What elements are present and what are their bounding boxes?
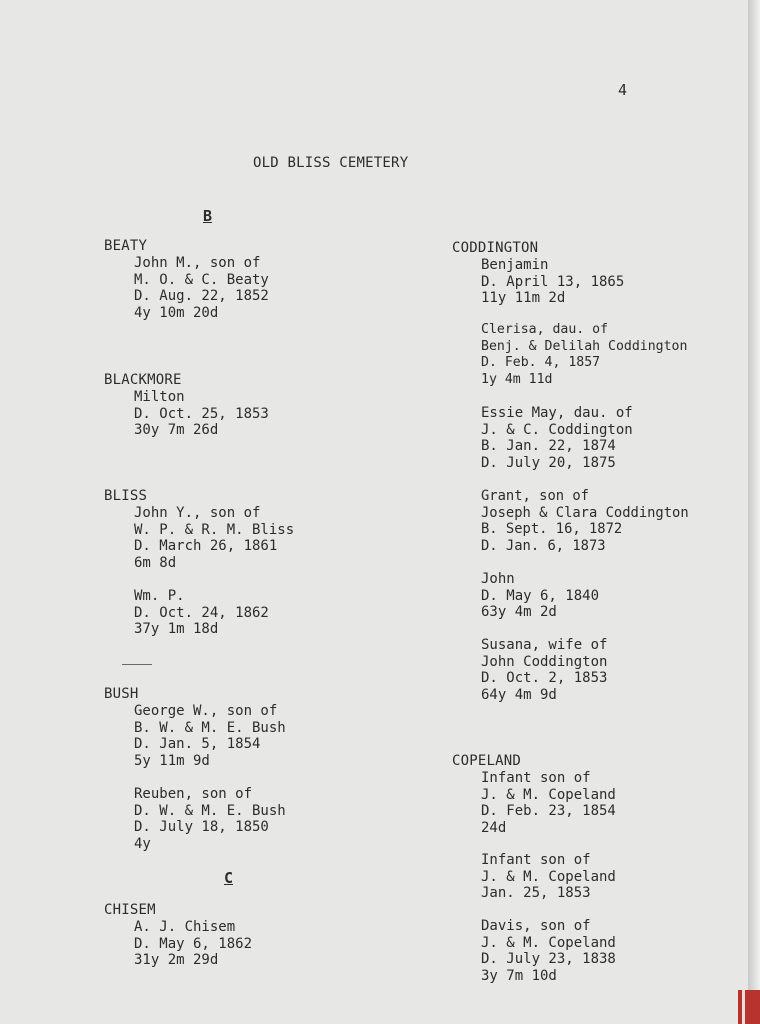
entry-line: D. Oct. 24, 1862	[134, 604, 269, 621]
entry-line: J. & M. Copeland	[481, 786, 616, 803]
entry-line: 64y 4m 9d	[481, 686, 557, 703]
entry-line: J. & C. Coddington	[481, 421, 633, 438]
burial-entry	[134, 786, 286, 852]
burial-entry	[134, 255, 269, 321]
entry-line: Milton	[134, 389, 185, 405]
entry-line: Benjamin	[481, 257, 549, 273]
entry-line: W. P. & R. M. Bliss	[134, 521, 295, 538]
entry-line: A. J. Chisem	[134, 919, 236, 935]
page-number: 4	[618, 81, 628, 99]
entry-line: Susana, wife of	[481, 637, 608, 653]
surname-chisem: CHISEM	[104, 902, 156, 918]
entry-line: Infant son of	[481, 852, 591, 868]
entry-line: D. May 6, 1840	[481, 587, 600, 604]
burial-entry	[481, 322, 687, 388]
entry-line: 3y 7m 10d	[481, 967, 557, 984]
entry-line: D. July 23, 1838	[481, 951, 616, 968]
burial-entry	[481, 257, 624, 307]
entry-line: B. Jan. 22, 1874	[481, 438, 616, 455]
entry-line: Infant son of	[481, 770, 591, 786]
entry-line: Davis, son of	[481, 918, 591, 934]
entry-line: D. July 18, 1850	[134, 819, 269, 836]
burial-entry	[134, 389, 269, 439]
entry-line: John Coddington	[481, 653, 608, 670]
entry-line: 6m 8d	[134, 554, 177, 571]
entry-line: D. Oct. 25, 1853	[134, 405, 269, 422]
section-letter-b: B	[203, 207, 213, 225]
entry-line: 4y 10m 20d	[134, 304, 219, 321]
entry-line: B. W. & M. E. Bush	[134, 719, 286, 736]
red-ribbon-marker	[738, 990, 760, 1024]
entry-line: John Y., son of	[134, 505, 261, 521]
surname-beaty: BEATY	[104, 238, 148, 254]
entry-line: 11y 11m 2d	[481, 290, 566, 307]
entry-line: D. May 6, 1862	[134, 935, 253, 952]
burial-entry	[481, 770, 616, 836]
burial-entry	[134, 588, 269, 638]
entry-line: George W., son of	[134, 703, 278, 719]
burial-entry	[134, 919, 252, 969]
entry-line: 4y	[134, 835, 151, 852]
entry-line: Benj. & Delilah Coddington	[481, 338, 688, 354]
entry-line: Joseph & Clara Coddington	[481, 504, 689, 521]
entry-line: 24d	[481, 819, 507, 836]
entry-line: 5y 11m 9d	[134, 752, 210, 769]
entry-line: 30y 7m 26d	[134, 422, 219, 439]
burial-entry	[481, 488, 689, 554]
section-letter-c: C	[224, 869, 234, 887]
entry-line: 63y 4m 2d	[481, 604, 557, 621]
surname-copeland: COPELAND	[452, 753, 522, 769]
entry-line: John M., son of	[134, 255, 261, 271]
entry-line: D. July 20, 1875	[481, 454, 616, 471]
entry-line: D. April 13, 1865	[481, 273, 625, 290]
entry-line: D. Aug. 22, 1852	[134, 288, 269, 305]
burial-entry	[134, 703, 286, 769]
entry-line: Wm. P.	[134, 588, 185, 604]
entry-line: 31y 2m 29d	[134, 952, 219, 969]
entry-line: Jan. 25, 1853	[481, 885, 591, 902]
surname-coddington: CODDINGTON	[452, 240, 539, 256]
entry-line: Essie May, dau. of	[481, 405, 633, 421]
entry-line: Grant, son of	[481, 488, 589, 504]
entry-line: D. Jan. 5, 1854	[134, 736, 261, 753]
entry-line: Clerisa, dau. of	[481, 322, 609, 337]
entry-line: D. Oct. 2, 1853	[481, 670, 608, 687]
page-title: OLD BLISS CEMETERY	[253, 155, 409, 171]
entry-line: D. Jan. 6, 1873	[481, 537, 606, 554]
page-edge-shadow	[748, 0, 760, 1024]
entry-line: D. Feb. 23, 1854	[481, 803, 616, 820]
entry-line: D. Feb. 4, 1857	[481, 355, 601, 371]
burial-entry	[134, 505, 294, 571]
entry-line: 37y 1m 18d	[134, 621, 219, 638]
burial-entry	[481, 637, 607, 703]
entry-line: D. W. & M. E. Bush	[134, 802, 286, 819]
entry-line: John	[481, 571, 515, 587]
burial-entry	[481, 405, 633, 471]
entry-line: D. March 26, 1861	[134, 538, 278, 555]
divider-mark	[122, 664, 152, 665]
burial-entry	[481, 918, 616, 984]
entry-line: J. & M. Copeland	[481, 934, 616, 951]
burial-entry	[481, 571, 599, 621]
entry-line: Reuben, son of	[134, 786, 253, 802]
burial-entry	[481, 852, 616, 902]
entry-line: J. & M. Copeland	[481, 868, 616, 885]
entry-line: M. O. & C. Beaty	[134, 271, 269, 288]
entry-line: B. Sept. 16, 1872	[481, 521, 623, 538]
surname-blackmore: BLACKMORE	[104, 372, 182, 388]
surname-bush: BUSH	[104, 686, 139, 702]
surname-bliss: BLISS	[104, 488, 148, 504]
entry-line: 1y 4m 11d	[481, 371, 553, 387]
